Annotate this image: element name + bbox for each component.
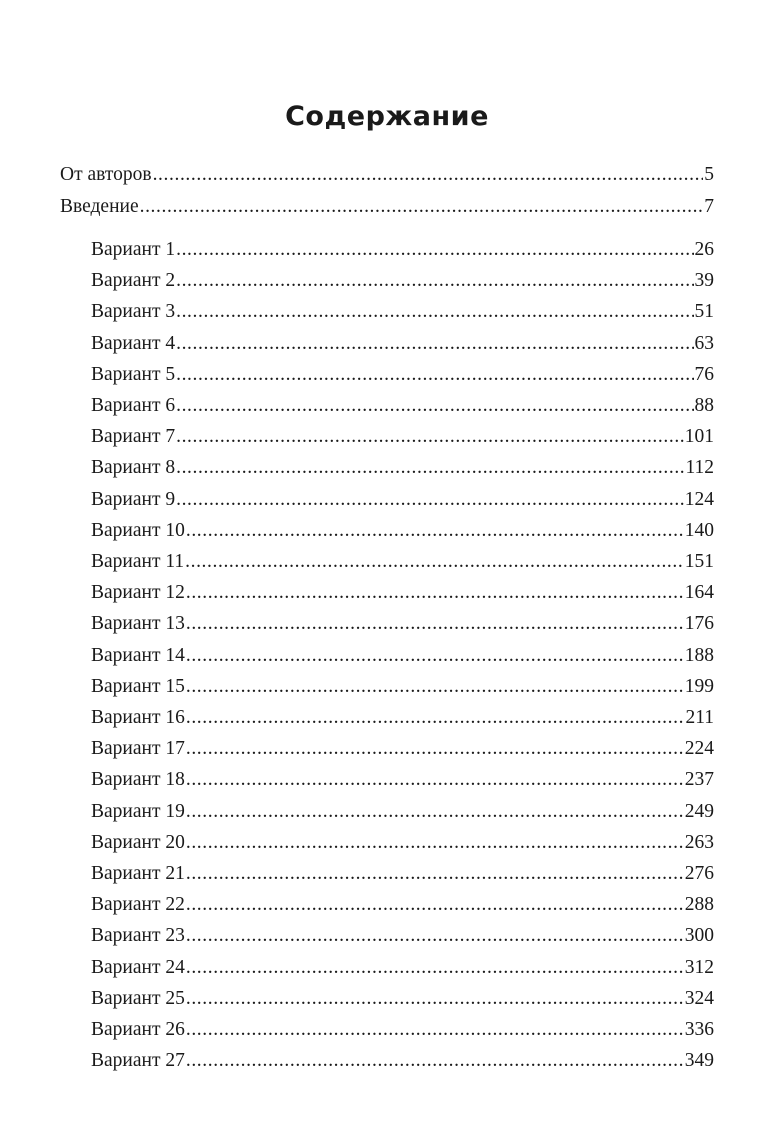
toc-page-number: 63: [694, 332, 714, 354]
toc-leader-dots: [186, 829, 684, 857]
toc-entry-variant-3[interactable]: [91, 298, 714, 326]
toc-page-number: 237: [684, 769, 714, 791]
toc-page-number: 263: [684, 831, 714, 853]
toc-leader-dots: [186, 954, 684, 982]
toc-entry-label: Вариант 25: [91, 987, 185, 1009]
toc-leader-dots: [186, 704, 685, 732]
toc-page-number: 324: [684, 987, 714, 1009]
toc-entry-label: Вариант 13: [91, 613, 185, 635]
toc-page-number: 26: [694, 239, 714, 260]
toc-entry-variant-8[interactable]: [91, 454, 714, 482]
toc-entry-variant-12[interactable]: [91, 579, 714, 607]
toc-page-number: 188: [684, 644, 714, 666]
toc-page-number: 101: [684, 426, 714, 448]
toc-page-number: 7: [704, 196, 714, 217]
toc-leader-dots: [176, 236, 693, 264]
toc-entry-label: Вариант 20: [91, 831, 185, 853]
toc-leader-dots: [176, 423, 684, 451]
toc-entry-label: Вариант 27: [91, 1050, 185, 1072]
toc-entry-variant-5[interactable]: [91, 361, 714, 389]
toc-entry-label: Вариант 1: [91, 239, 176, 260]
toc-entry-label: Вариант 24: [91, 956, 185, 978]
toc-page-number: 39: [694, 270, 714, 292]
toc-leader-dots: [186, 891, 684, 919]
toc-page-number: 176: [684, 613, 714, 635]
toc-page-number: 140: [684, 519, 714, 541]
toc-leader-dots: [186, 1047, 684, 1075]
toc-entry-label: Вариант 14: [91, 644, 185, 666]
toc-page-number: 124: [684, 488, 714, 510]
toc-leader-dots: [186, 517, 684, 545]
toc-entry-variant-20[interactable]: [91, 829, 714, 857]
toc-entry-label: Вариант 16: [91, 707, 185, 728]
toc-entry-variant-7[interactable]: [91, 423, 714, 451]
toc-page-number: 164: [684, 582, 714, 604]
toc-entry-label: Вариант 26: [91, 1019, 185, 1040]
toc-entry-label: Вариант 8: [91, 457, 176, 479]
toc-leader-dots: [186, 922, 684, 950]
toc-leader-dots: [186, 860, 684, 888]
toc-entry-label: Вариант 11: [91, 551, 185, 572]
toc-entry-variant-4[interactable]: [91, 330, 714, 358]
toc-page-number: 336: [684, 1019, 714, 1040]
toc-entry-label: Вариант 19: [91, 800, 185, 822]
toc-leader-dots: [176, 298, 693, 326]
toc-leader-dots: [186, 610, 684, 638]
toc-leader-dots: [186, 985, 684, 1013]
toc-leader-dots: [186, 642, 684, 670]
toc-entry-variant-1[interactable]: [91, 236, 714, 264]
page-title: Содержание: [285, 101, 489, 132]
toc-page-number: 288: [684, 894, 714, 916]
toc-entry-variant-24[interactable]: [91, 954, 714, 982]
toc-entry-variant-21[interactable]: [91, 860, 714, 888]
toc-page-number: 349: [684, 1050, 714, 1072]
toc-leader-dots: [176, 361, 693, 389]
toc-page-number: 5: [704, 164, 714, 185]
toc-page-number: 51: [694, 301, 714, 323]
toc-entry-variant-27[interactable]: [91, 1047, 714, 1075]
toc-leader-dots: [186, 766, 684, 794]
toc-entry-label: Вариант 6: [91, 395, 176, 416]
toc-page-number: 224: [684, 738, 714, 760]
toc-leader-dots: [185, 548, 684, 576]
toc-entry-label: Вариант 22: [91, 894, 185, 916]
toc-page-number: 312: [684, 956, 714, 978]
toc-entry-variant-16[interactable]: [91, 704, 714, 732]
toc-entry-variant-14[interactable]: [91, 642, 714, 670]
toc-entry-label: Вариант 17: [91, 738, 185, 760]
toc-entry-label: Вариант 5: [91, 363, 176, 385]
toc-leader-dots: [176, 486, 684, 514]
toc-entry-variant-2[interactable]: [91, 267, 714, 295]
toc-page-number: 300: [684, 925, 714, 947]
toc-page-number: 76: [694, 363, 714, 385]
toc-entry-variant-26[interactable]: [91, 1016, 714, 1044]
toc-entry-label: Вариант 9: [91, 488, 176, 510]
toc-entry-variant-22[interactable]: [91, 891, 714, 919]
toc-page-number: 112: [685, 457, 714, 479]
toc-entry-label: Вариант 12: [91, 582, 185, 604]
toc-leader-dots: [186, 673, 684, 701]
toc-entry-variant-13[interactable]: [91, 610, 714, 638]
toc-page-number: 211: [685, 707, 714, 728]
toc-leader-dots: [186, 735, 684, 763]
toc-leader-dots: [186, 579, 684, 607]
toc-entry-variant-6[interactable]: [91, 392, 714, 420]
toc-entry-label: От авторов: [60, 164, 152, 185]
toc-leader-dots: [186, 798, 684, 826]
toc-entry-label: Вариант 7: [91, 426, 176, 448]
toc-entry-label: Вариант 15: [91, 675, 185, 697]
toc-entry-variant-18[interactable]: [91, 766, 714, 794]
toc-leader-dots: [176, 454, 684, 482]
toc-entry-variant-25[interactable]: [91, 985, 714, 1013]
toc-entry-variant-17[interactable]: [91, 735, 714, 763]
toc-entry-label: Вариант 23: [91, 925, 185, 947]
toc-entry-label: Вариант 21: [91, 863, 185, 884]
toc-entry-variant-9[interactable]: [91, 486, 714, 514]
toc-entry-label: Вариант 2: [91, 270, 176, 292]
toc-entry-variant-10[interactable]: [91, 517, 714, 545]
toc-entry-variant-19[interactable]: [91, 798, 714, 826]
toc-entry-variant-23[interactable]: [91, 922, 714, 950]
toc-entry-variant-11[interactable]: [91, 548, 714, 576]
toc-entry-variant-15[interactable]: [91, 673, 714, 701]
toc-leader-dots: [176, 267, 693, 295]
toc-entry-label: Вариант 18: [91, 769, 185, 791]
toc-entry-label: Вариант 4: [91, 332, 176, 354]
toc-leader-dots: [176, 392, 693, 420]
toc-entry-label: Вариант 10: [91, 519, 185, 541]
toc-page-number: 249: [684, 800, 714, 822]
toc-leader-dots: [176, 330, 693, 358]
toc-page-number: 276: [684, 863, 714, 884]
toc-page-number: 199: [684, 675, 714, 697]
toc-leader-dots: [186, 1016, 684, 1044]
toc-entry-label: Введение: [60, 196, 139, 217]
toc-entry-label: Вариант 3: [91, 301, 176, 323]
toc-page-number: 151: [684, 551, 714, 572]
toc-page-number: 88: [694, 395, 714, 416]
